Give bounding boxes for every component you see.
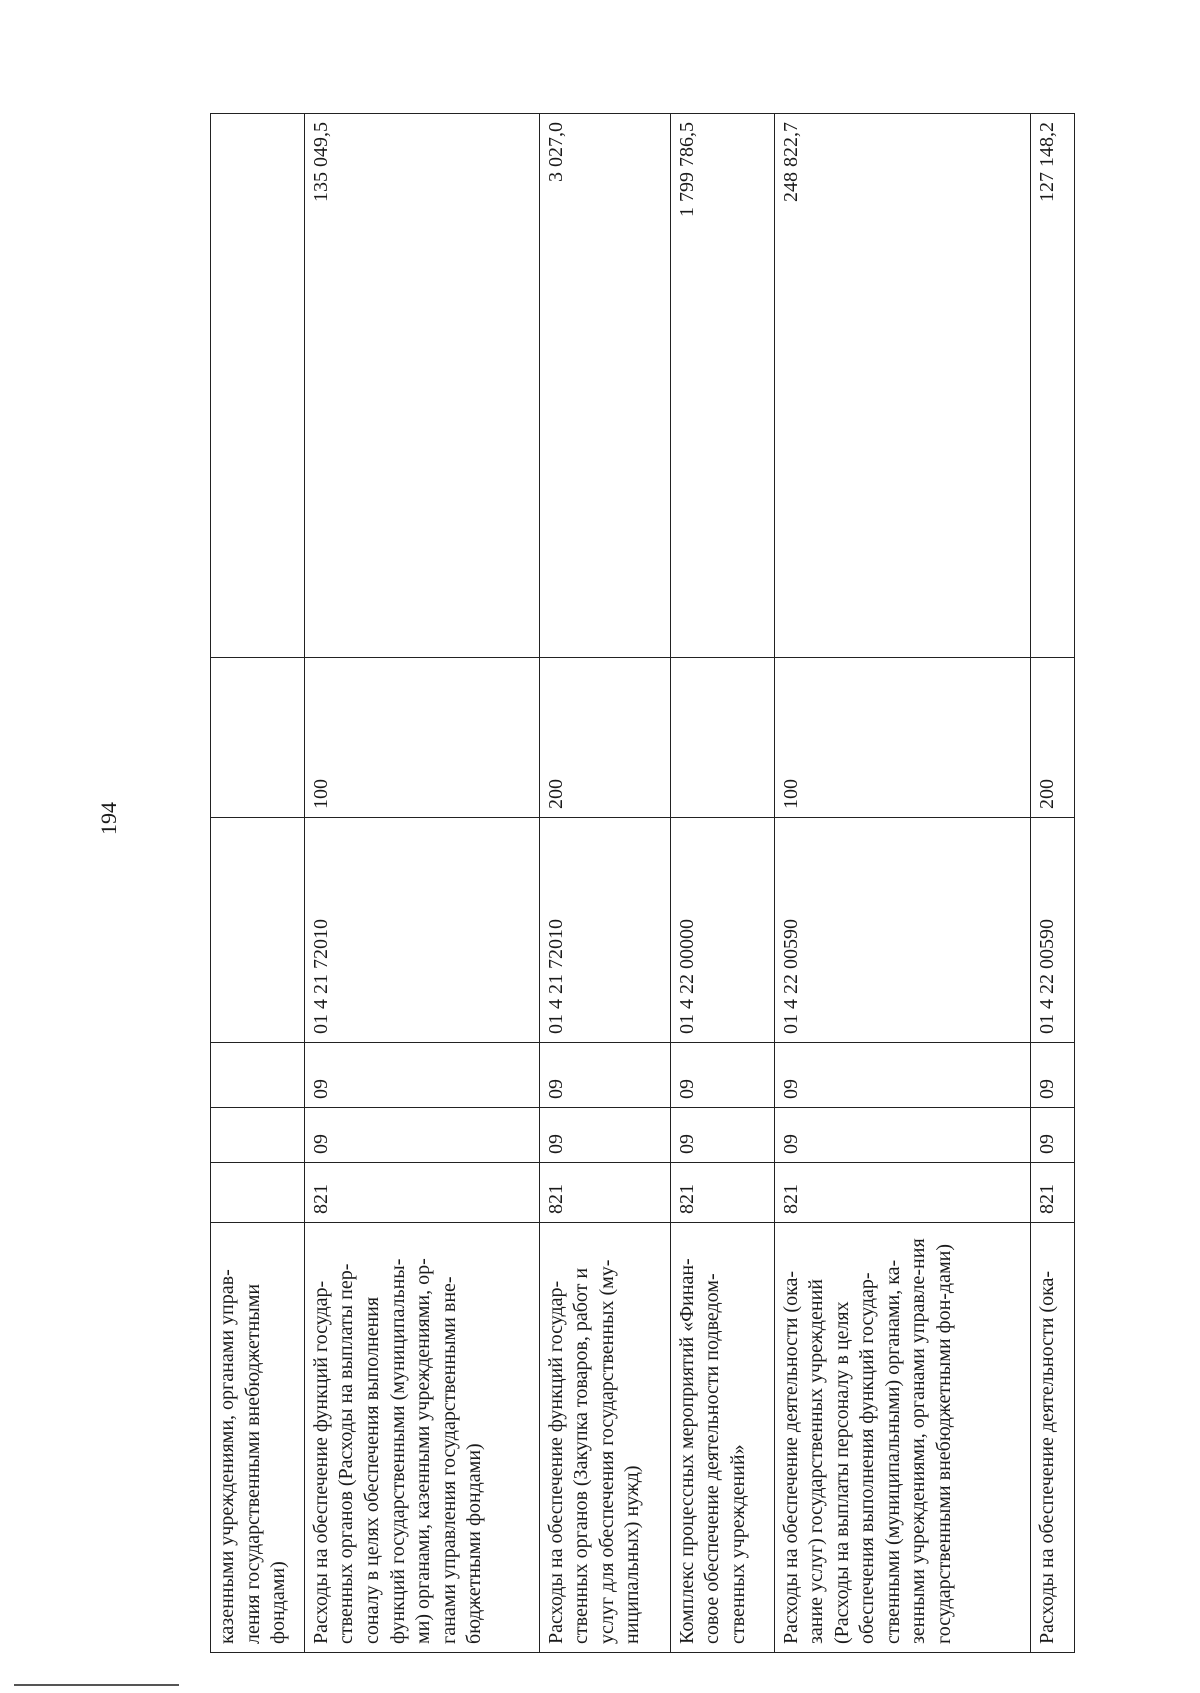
- row-gr-cell: 821: [774, 1163, 1031, 1223]
- row-vr-cell: [211, 658, 305, 818]
- row-sum-cell: 248 822,7: [774, 114, 1031, 658]
- row-rz-cell: 09: [774, 1108, 1031, 1163]
- row-csr-cell: 01 4 21 72010: [304, 818, 539, 1043]
- row-gr-cell: [211, 1163, 305, 1223]
- row-pr-cell: 09: [539, 1043, 670, 1108]
- table-row: [670, 114, 774, 1653]
- row-sum-cell: 135 049,5: [304, 114, 539, 658]
- row-sum-cell: [211, 114, 305, 658]
- row-gr-cell: 821: [539, 1163, 670, 1223]
- row-csr-cell: 01 4 22 00000: [670, 818, 774, 1043]
- budget-table: [210, 113, 1075, 1653]
- row-name-cell: Расходы на обеспечение функций государ-ственных органов (Закупка товаров, работ и услуг для обеспечения государственных (му-ниципальных) нужд): [539, 1223, 670, 1653]
- row-name-cell: Комплекс процессных мероприятий «Финан-совое обеспечение деятельности подведом-ственных учреждений»: [670, 1223, 774, 1653]
- row-gr-cell: 821: [670, 1163, 774, 1223]
- row-pr-cell: 09: [304, 1043, 539, 1108]
- row-name-cell: Расходы на обеспечение функций государ-ственных органов (Расходы на выплаты пер-соналу в целях обеспечения выполнения функций государственными (муниципальны-ми) органами, казенными учреждениями, ор-ганами управления государственными вне-бюджетными фондами): [304, 1223, 539, 1653]
- row-csr-cell: 01 4 22 00590: [1031, 818, 1075, 1043]
- row-vr-cell: 100: [774, 658, 1031, 818]
- row-csr-cell: [211, 818, 305, 1043]
- row-rz-cell: 09: [304, 1108, 539, 1163]
- table-row: [774, 114, 1031, 1653]
- table-row: [304, 114, 539, 1653]
- table-row: [1031, 114, 1075, 1653]
- row-rz-cell: 09: [539, 1108, 670, 1163]
- row-gr-cell: 821: [1031, 1163, 1075, 1223]
- row-gr-cell: 821: [304, 1163, 539, 1223]
- row-csr-cell: 01 4 21 72010: [539, 818, 670, 1043]
- row-vr-cell: [670, 658, 774, 818]
- row-vr-cell: 200: [1031, 658, 1075, 818]
- row-sum-cell: 1 799 786,5: [670, 114, 774, 658]
- row-name-cell: Расходы на обеспечение деятельности (ока-: [1031, 1223, 1075, 1653]
- row-pr-cell: 09: [774, 1043, 1031, 1108]
- row-pr-cell: 09: [670, 1043, 774, 1108]
- row-name-cell: Расходы на обеспечение деятельности (ока-зание услуг) государственных учреждений (Расходы на выплаты персоналу в целях обеспечения выполнения функций государ-ственными (муниципальными) органами, ка-зенными учреждениями, органами управле-ния государственными внебюджетными фон-дами): [774, 1223, 1031, 1653]
- row-rz-cell: [211, 1108, 305, 1163]
- page-number: 194: [96, 802, 121, 835]
- budget-table-container: [210, 113, 1075, 1653]
- scan-edge-mark: [14, 1684, 179, 1686]
- row-rz-cell: 09: [670, 1108, 774, 1163]
- row-name-cell: казенными учреждениями, органами управ-ления государственными внебюджетными фондами): [211, 1223, 305, 1653]
- row-sum-cell: 3 027,0: [539, 114, 670, 658]
- row-sum-cell: 127 148,2: [1031, 114, 1075, 658]
- row-vr-cell: 100: [304, 658, 539, 818]
- row-rz-cell: 09: [1031, 1108, 1075, 1163]
- table-row: [539, 114, 670, 1653]
- row-pr-cell: 09: [1031, 1043, 1075, 1108]
- row-vr-cell: 200: [539, 658, 670, 818]
- row-csr-cell: 01 4 22 00590: [774, 818, 1031, 1043]
- row-pr-cell: [211, 1043, 305, 1108]
- table-row: [211, 114, 305, 1653]
